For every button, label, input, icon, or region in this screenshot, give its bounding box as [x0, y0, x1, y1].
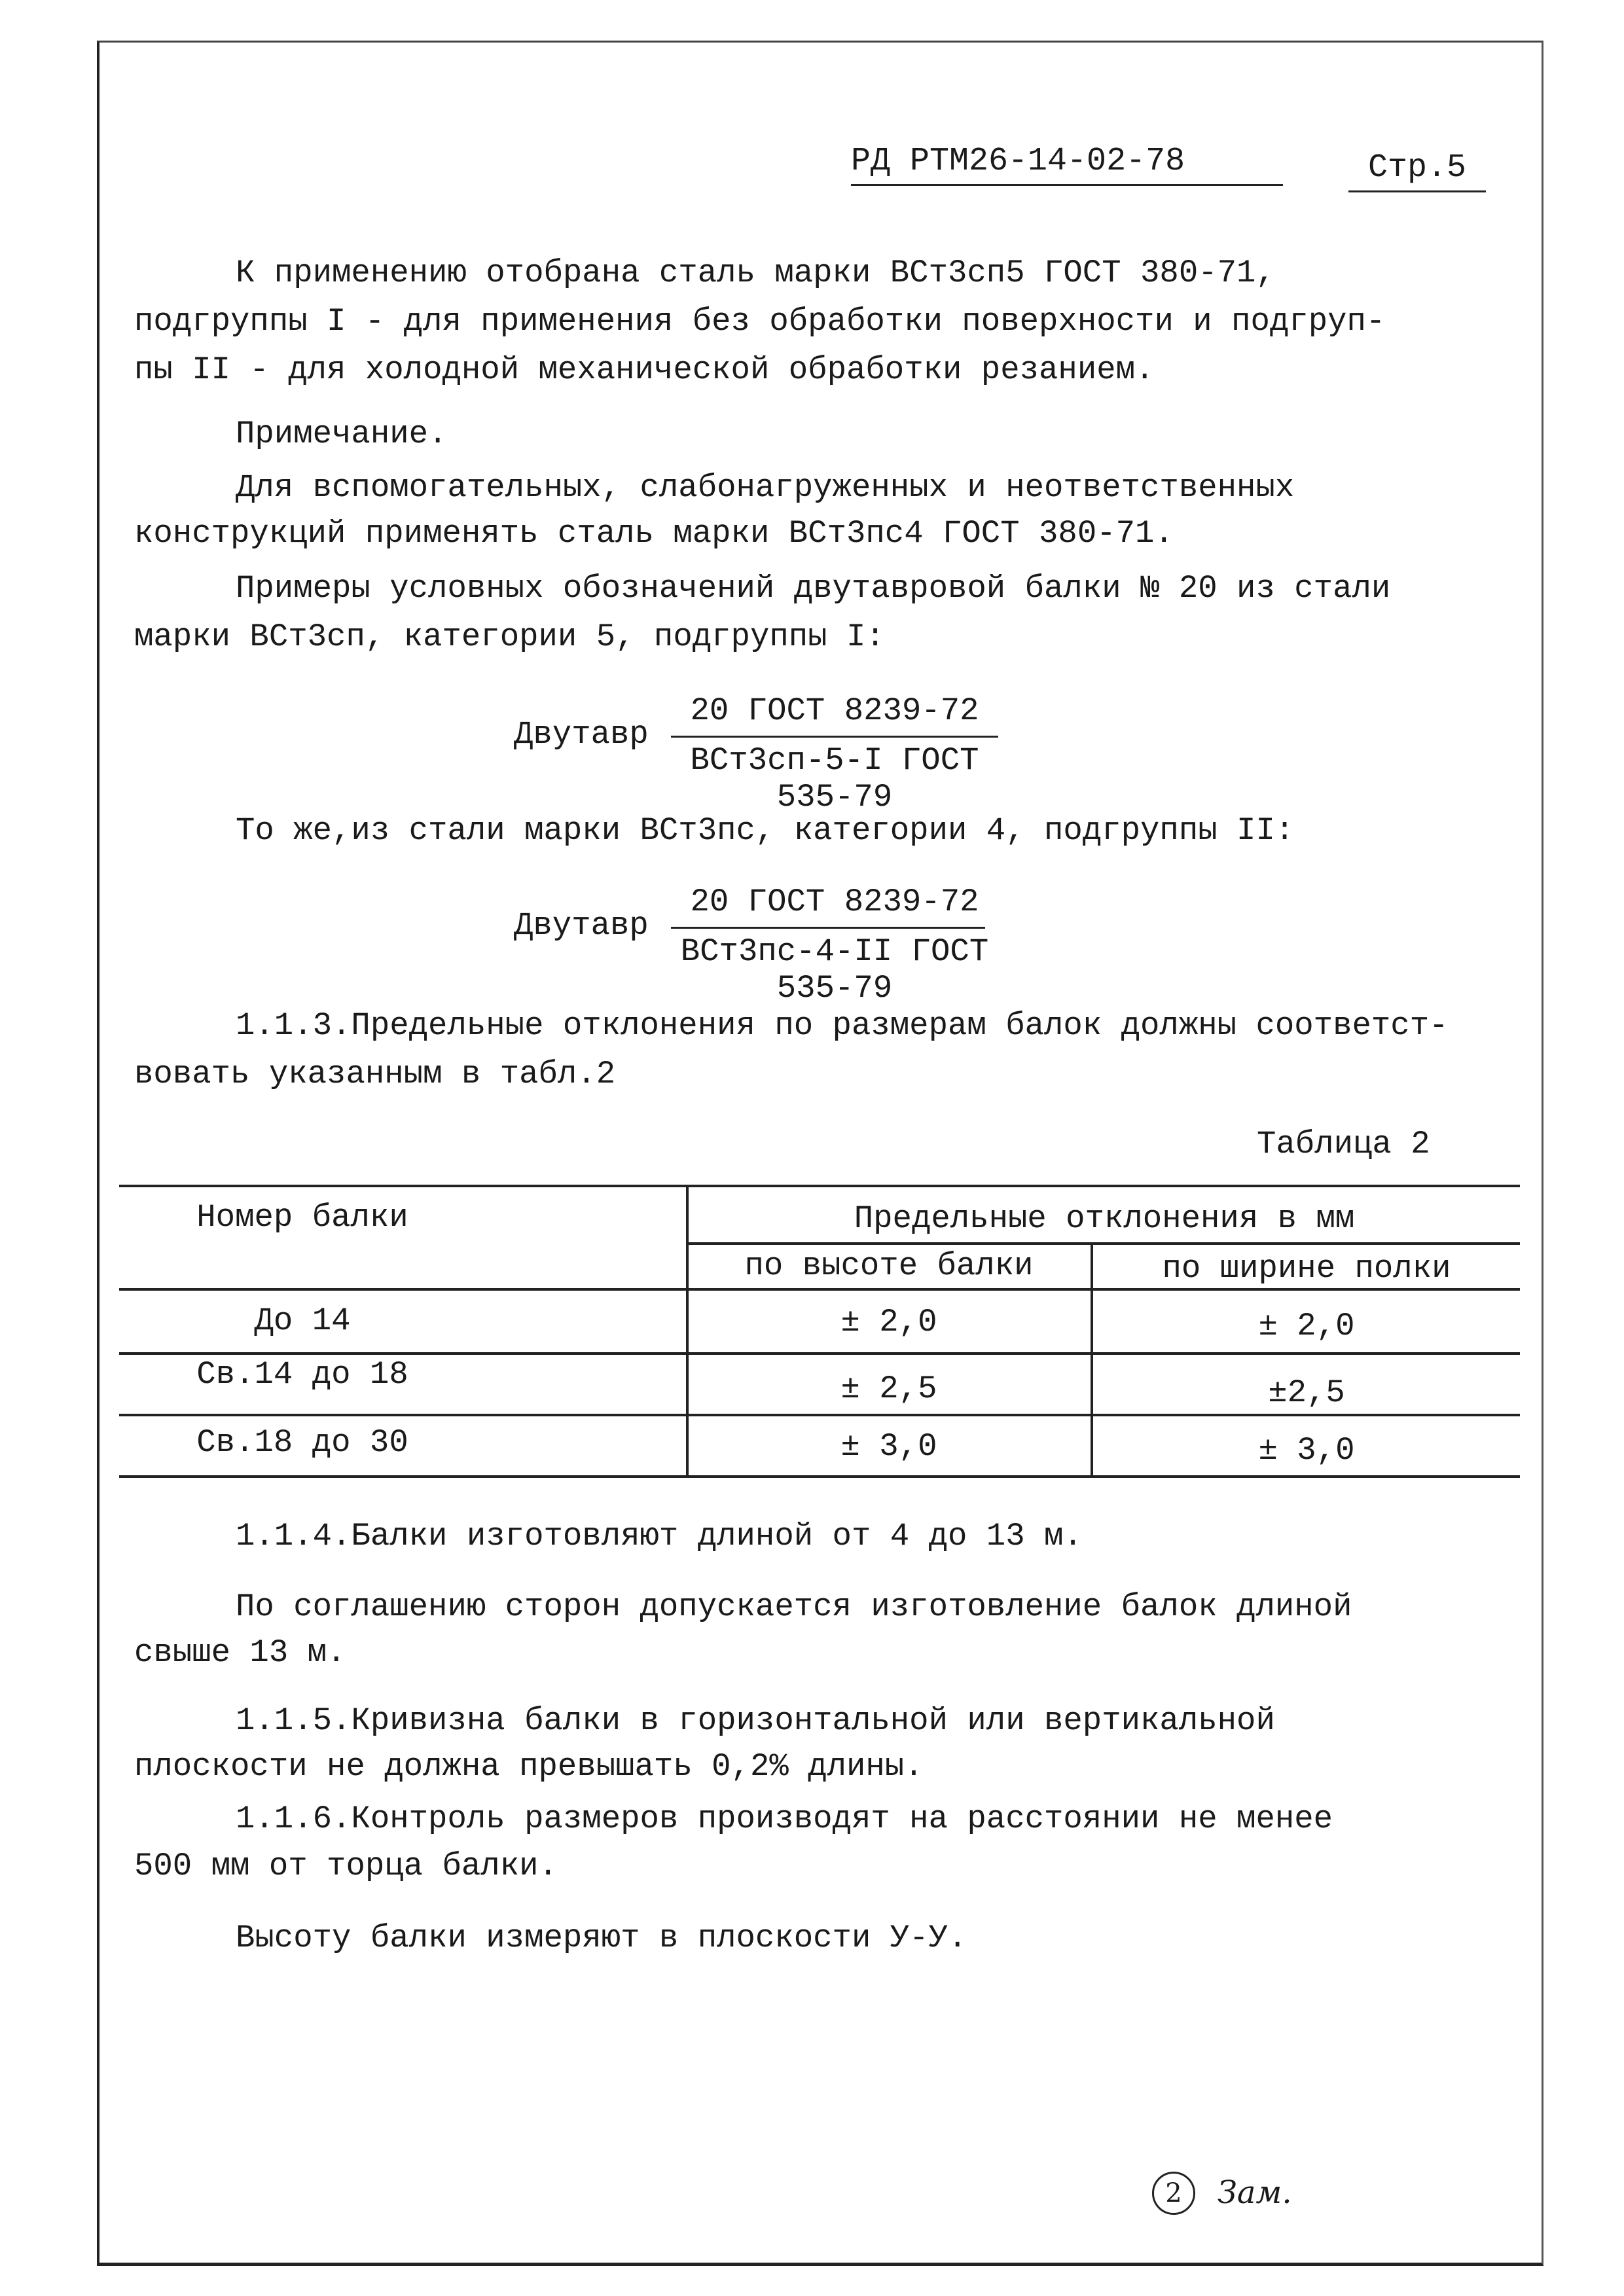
note-line: Для вспомогательных, слабонагруженных и неответственных — [236, 469, 1295, 506]
table-header-group: Предельные отклонения в мм — [854, 1200, 1355, 1237]
formula-denominator: ВСт3пс-4-II ГОСТ 535-79 — [680, 933, 989, 1007]
same-grade-line: То же,из стали марки ВСт3пс, категории 4, подгруппы II: — [236, 812, 1295, 849]
fraction-line — [671, 736, 998, 738]
table-cell-height: ± 2,0 — [840, 1304, 937, 1340]
clause-1-1-6: 1.1.6.Контроль размеров производят на расстоянии не менее — [236, 1801, 1333, 1837]
clause-line: 500 мм от торца балки. — [134, 1848, 558, 1884]
examples-line: Примеры условных обозначений двутавровой балки № 20 из стали — [236, 570, 1391, 607]
examples-line: марки ВСт3сп, категории 5, подгруппы I: — [134, 619, 885, 655]
clause-1-1-4: 1.1.4.Балки изготовляют длиной от 4 до 13 м. — [236, 1518, 1083, 1554]
fraction-line — [671, 927, 985, 929]
agreement-line: свыше 13 м. — [134, 1634, 346, 1671]
paragraph-line: подгруппы I - для применения без обработки поверхности и подгруп- — [134, 303, 1386, 340]
table-cell-width: ± 3,0 — [1258, 1432, 1355, 1469]
deviation-table — [119, 1185, 1520, 1486]
table-cell-height: ± 3,0 — [840, 1428, 937, 1465]
revision-number: 2 — [1152, 2172, 1195, 2215]
designation-formula-1 — [514, 692, 1155, 816]
paragraph-line: пы II - для холодной механической обработки резанием. — [134, 351, 1155, 388]
table-cell-height: ± 2,5 — [840, 1371, 937, 1407]
table-rule — [119, 1352, 1520, 1355]
paragraph-steel-selection — [134, 249, 1476, 297]
note-line: конструкций применять сталь марки ВСт3пс4 ГОСТ 380-71. — [134, 515, 1174, 552]
note-title: Примечание. — [236, 416, 448, 452]
formula-label: Двутавр — [514, 907, 649, 944]
formula-denominator: ВСт3сп-5-I ГОСТ 535-79 — [690, 742, 979, 816]
table-header-beam: Номер балки — [196, 1199, 408, 1236]
table-cell-width: ±2,5 — [1268, 1374, 1345, 1411]
table-rule — [119, 1185, 1520, 1187]
clause-line: плоскости не должна превышать 0,2% длины. — [134, 1748, 924, 1785]
designation-formula-2 — [514, 884, 1155, 1007]
table-header-width: по ширине полки — [1162, 1250, 1451, 1287]
table-cell-beam: Св.18 до 30 — [196, 1424, 408, 1461]
table-rule — [689, 1242, 1520, 1245]
agreement-line: По соглашению сторон допускается изготовление балок длиной — [236, 1588, 1352, 1625]
table-cell-beam: До 14 — [254, 1302, 351, 1339]
page-number: Стр.5 — [1348, 149, 1486, 192]
table-cell-width: ± 2,0 — [1258, 1308, 1355, 1344]
table-rule — [119, 1414, 1520, 1416]
table-rule — [119, 1475, 1520, 1478]
page-header — [851, 143, 1486, 195]
paragraph-line: К применению отобрана сталь марки ВСт3сп5 ГОСТ 380-71, — [236, 255, 1275, 291]
table-header-height: по высоте балки — [744, 1247, 1034, 1284]
table-cell-beam: Св.14 до 18 — [196, 1356, 408, 1393]
table-caption: Таблица 2 — [1257, 1126, 1430, 1162]
revision-label: Зам. — [1218, 2174, 1292, 2211]
document-code: РД РТМ26-14-02-78 — [851, 143, 1283, 186]
clause-1-1-5: 1.1.5.Кривизна балки в горизонтальной или вертикальной — [236, 1702, 1275, 1739]
formula-label: Двутавр — [514, 716, 649, 753]
formula-numerator: 20 ГОСТ 8239-72 — [690, 884, 979, 920]
clause-line: вовать указанным в табл.2 — [134, 1056, 616, 1092]
revision-stamp — [1152, 2168, 1322, 2220]
table-rule — [119, 1288, 1520, 1291]
height-measure-line: Высоту балки измеряют в плоскости У-У. — [236, 1920, 967, 1956]
formula-numerator: 20 ГОСТ 8239-72 — [690, 692, 979, 729]
clause-1-1-3: 1.1.3.Предельные отклонения по размерам балок должны соответст- — [236, 1007, 1449, 1044]
